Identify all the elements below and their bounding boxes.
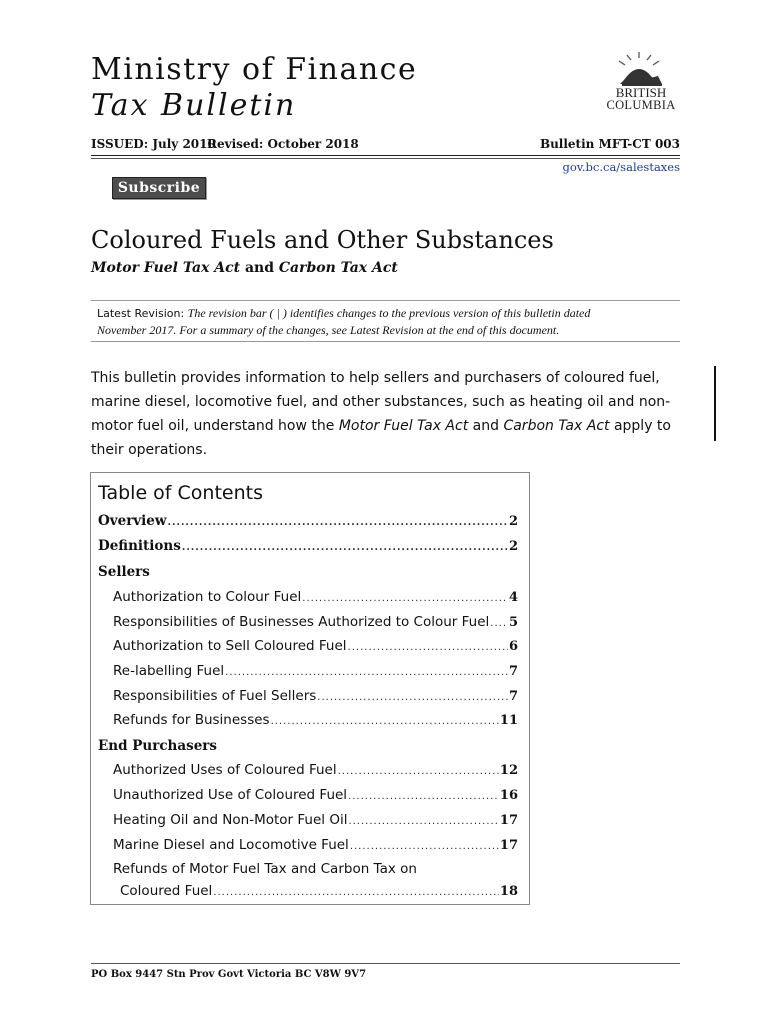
document-subtitle (91, 260, 398, 276)
toc-item-responsibilities-sellers[interactable] (113, 688, 518, 710)
toc-item-label: Unauthorized Use of Coloured Fuel (113, 787, 348, 803)
bulletin-title: Tax Bulletin (91, 88, 297, 123)
issued-date (91, 137, 216, 151)
intro-part2: and (468, 418, 504, 434)
toc-title: Table of Contents (98, 482, 263, 504)
bulletin-number: Bulletin MFT-CT 003 (539, 137, 680, 151)
toc-leader (302, 593, 508, 604)
toc-item-responsibilities-colour[interactable] (113, 614, 518, 636)
header-divider (91, 155, 680, 156)
subtitle-act1: Motor Fuel Tax Act (91, 260, 241, 276)
toc-heading-end-purchasers: End Purchasers (98, 738, 218, 754)
toc-leader (182, 542, 508, 553)
toc-item-authorization-sell[interactable] (113, 638, 518, 660)
toc-item-refunds-coloured[interactable] (120, 883, 518, 905)
intro-part3: apply to their operations. (91, 418, 671, 458)
toc-page: 16 (499, 788, 518, 803)
toc-item-unauthorized-use[interactable] (113, 787, 518, 809)
issued-value: July 2010 (152, 137, 216, 151)
toc-leader (348, 642, 508, 653)
toc-item-label: Heating Oil and Non-Motor Fuel Oil (113, 812, 348, 828)
toc-item-overview[interactable] (98, 513, 518, 535)
toc-item-label: Coloured Fuel (120, 883, 213, 899)
toc-item-refunds-businesses[interactable] (113, 712, 518, 734)
toc-item-authorized-uses[interactable] (113, 762, 518, 784)
toc-item-label: Refunds for Businesses (113, 712, 270, 728)
ministry-title: Ministry of Finance (91, 52, 418, 87)
issued-label: ISSUED: (91, 137, 149, 151)
footer-divider (91, 963, 680, 964)
subtitle-act2: Carbon Tax Act (278, 260, 398, 276)
bc-logo-line2: COLUMBIA (606, 98, 676, 112)
subtitle-and: and (240, 260, 279, 276)
toc-item-marine-diesel[interactable] (113, 837, 518, 859)
toc-item-refunds-line1[interactable]: Refunds of Motor Fuel Tax and Carbon Tax on (113, 861, 417, 877)
revision-bar (714, 366, 716, 441)
intro-paragraph (91, 366, 686, 462)
revision-label: Latest Revision: (97, 307, 185, 320)
bc-logo-wordmark (586, 86, 696, 112)
toc-leader (317, 692, 508, 703)
toc-item-label: Definitions (98, 538, 181, 554)
intro-part1: This bulletin provides information to help sellers and purchasers of coloured fuel, marine diesel, locomotive fuel, and other substances, such as heating oil and non-motor fuel oil, understand how the (91, 370, 671, 434)
toc-page: 5 (508, 615, 518, 630)
document-title: Coloured Fuels and Other Substances (91, 226, 554, 254)
intro-act1: Motor Fuel Tax Act (338, 418, 469, 434)
footer-address: PO Box 9447 Stn Prov Govt Victoria BC V8W 9V7 (91, 969, 367, 980)
revision-text-1: The revision bar ( | ) identifies changes to the previous version of this bulletin dated (187, 306, 591, 320)
toc-item-label: Responsibilities of Fuel Sellers (113, 688, 317, 704)
toc-page: 18 (499, 884, 518, 899)
revision-note (97, 305, 677, 339)
toc-page: 4 (508, 590, 518, 605)
toc-page: 7 (508, 664, 518, 679)
toc-leader (213, 887, 499, 898)
toc-leader (338, 766, 499, 777)
toc-page: 6 (508, 639, 518, 654)
revision-text-2: November 2017. For a summary of the changes, see Latest Revision at the end of this document. (97, 323, 560, 337)
toc-page: 2 (508, 514, 518, 529)
toc-leader (225, 667, 508, 678)
toc-page: 17 (499, 813, 518, 828)
salestaxes-link[interactable]: gov.bc.ca/salestaxes (562, 160, 680, 174)
toc-item-label: Authorized Uses of Coloured Fuel (113, 762, 337, 778)
toc-heading-sellers: Sellers (98, 564, 150, 580)
toc-leader (271, 716, 499, 727)
toc-item-label: Overview (98, 513, 167, 529)
toc-item-label: Authorization to Colour Fuel (113, 589, 302, 605)
toc-leader (350, 841, 499, 852)
toc-leader (168, 517, 508, 528)
toc-item-heating-oil[interactable] (113, 812, 518, 834)
toc-item-label: Marine Diesel and Locomotive Fuel (113, 837, 349, 853)
intro-act2: Carbon Tax Act (503, 418, 610, 434)
bc-logo-line1: BRITISH (615, 85, 667, 100)
toc-leader (490, 618, 508, 629)
toc-page: 2 (508, 539, 518, 554)
toc-page: 7 (508, 689, 518, 704)
subscribe-button[interactable]: Subscribe (112, 177, 206, 199)
toc-item-label: Responsibilities of Businesses Authorized to Colour Fuel (113, 614, 490, 630)
toc-page: 11 (499, 713, 518, 728)
toc-item-authorization-colour[interactable] (113, 589, 518, 611)
toc-leader (348, 816, 498, 827)
toc-item-definitions[interactable] (98, 538, 518, 560)
toc-item-label: Re-labelling Fuel (113, 663, 225, 679)
toc-page: 17 (499, 838, 518, 853)
revised-date: Revised: October 2018 (207, 137, 359, 151)
toc-leader (348, 791, 499, 802)
toc-item-label: Authorization to Sell Coloured Fuel (113, 638, 347, 654)
toc-page: 12 (499, 763, 518, 778)
header-divider-thin (91, 158, 680, 159)
toc-item-relabelling[interactable] (113, 663, 518, 685)
